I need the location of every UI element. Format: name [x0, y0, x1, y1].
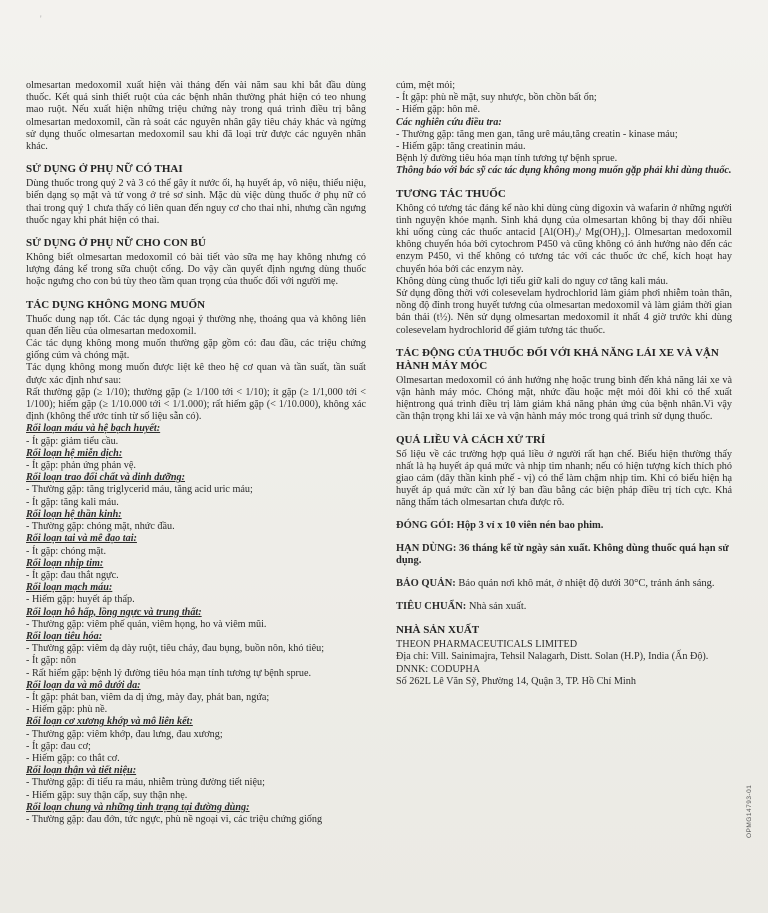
- disorder-line: - Hiếm gặp: huyết áp thấp.: [26, 594, 135, 606]
- disorder-line: - Ít gặp: nôn: [26, 655, 77, 667]
- packaging-value: Hộp 3 vỉ x 10 viên nén bao phim.: [456, 519, 604, 531]
- disorder-line: - Thường gặp: đi tiểu ra máu, nhiễm trùng đường tiết niệu;: [26, 777, 265, 789]
- intro-paragraph: olmesartan medoxomil xuất hiện vài tháng đến vài năm sau khi bắt đầu dùng thuốc. Kết quả sinh thiết ruột của các bệnh nhân thường phát hiện có teo nhung mao ruột. Nếu xuất hiện những triệu chứng này trong quá trình điều trị bằng olmesartan medoxomil, cần rà soát các nguyên nhân gây tiêu chảy khác và ngừng sử dụng thuốc olmesartan medoxomil sau khi đã loại trừ được các nguyên nhân khác.: [26, 80, 366, 153]
- continued-line: cúm, mệt mỏi;: [396, 80, 456, 91]
- disorder-line: - Ít gặp: chóng mặt.: [26, 545, 107, 557]
- manufacturer-address: Địa chỉ: Vill. Sainimajra, Tehsil Nalagarh, Distt. Solan (H.P), India (Ấn Độ).: [396, 651, 709, 663]
- investigations-heading: Các nghiên cứu điều tra:: [396, 116, 502, 128]
- disorder-list: [26, 423, 366, 826]
- disorder-heading: Rối loạn tai và mê đạo tai:: [26, 533, 137, 545]
- overdose-heading: QUÁ LIỀU VÀ CÁCH XỬ TRÍ: [396, 433, 546, 446]
- interactions-p2: Không dùng cùng thuốc lợi tiểu giữ kali do nguy cơ tăng kali máu.: [396, 275, 669, 287]
- disorder-heading: Rối loạn da và mô dưới da:: [26, 679, 141, 691]
- disorder-line: - Ít gặp: đau thắt ngực.: [26, 569, 119, 581]
- expiry-value: 36 tháng kể từ ngày sản xuất. Không dùng thuốc quá hạn sử dụng.: [396, 542, 729, 567]
- disorder-line: - Thường gặp: viêm dạ dày ruột, tiêu chảy, đau bụng, buồn nôn, khó tiêu;: [26, 643, 325, 655]
- right-column: [396, 80, 732, 688]
- disorder-heading: Rối loạn trao đổi chất và dinh dưỡng:: [26, 472, 186, 484]
- overdose-text: Số liệu về các trường hợp quá liều ở người rất hạn chế. Biểu hiện thường thấy nhất là hạ huyết áp quá mức và nhịp tim nhanh; nếu có hiện tượng kích thích phó giao cảm (dây thần kinh phế - vị) có thể làm chậm nhịp tim. Khi có biểu hiện hạ huyết áp quá mức cần xử lý ban đầu bằng các biện pháp điều trị tích cực. Khả năng thẩm tách olmesartan chưa được rõ.: [396, 448, 732, 509]
- disorder-heading: Rối loạn mạch máu:: [26, 582, 113, 594]
- disorder-heading: Rối loạn hệ miễn dịch:: [26, 447, 123, 459]
- left-column: [26, 80, 366, 826]
- storage-label: BẢO QUẢN:: [396, 578, 456, 590]
- disorder-heading: Rối loạn chung và những tình trạng tại đường dùng:: [26, 801, 250, 813]
- disorder-line: - Ít gặp: tăng kali máu.: [26, 496, 119, 508]
- continued-line: - Ít gặp: phù nề mặt, suy nhược, bồn chồn bất ổn;: [396, 92, 597, 104]
- disorder-line: - Ít gặp: phản ứng phản vệ.: [26, 460, 136, 472]
- packaging: [396, 520, 732, 533]
- disorder-line: - Ít gặp: phát ban, viêm da dị ứng, mày đay, phát ban, ngứa;: [26, 691, 270, 703]
- standard-label: TIÊU CHUẨN:: [396, 601, 467, 613]
- disorder-heading: Rối loạn hệ thần kinh:: [26, 508, 122, 520]
- adverse-effects-heading: TÁC DỤNG KHÔNG MONG MUỐN: [26, 298, 206, 311]
- disorder-heading: Rối loạn cơ xương khớp và mô liên kết:: [26, 716, 193, 728]
- manufacturer-name: THEON PHARMACEUTICALS LIMITED: [396, 639, 578, 651]
- storage: [396, 578, 732, 591]
- print-code: OPMG14793-01: [746, 784, 753, 838]
- expiry: [396, 543, 732, 568]
- disorder-line: - Hiếm gặp: phù nề.: [26, 704, 108, 716]
- adverse-effects-p1: Thuốc dung nạp tốt. Các tác dụng ngoại ý thường nhẹ, thoáng qua và không liên quan đến liều của olmesartan medoxomil.: [26, 313, 366, 337]
- frequency-definitions: Rất thường gặp (≥ 1/10); thường gặp (≥ 1/100 tới < 1/10); ít gặp (≥ 1/1,000 tới < 1/100); hiếm gặp (≥ 1/10.000 tới < 1/1.000); rất hiếm gặp (< 1/10.000), không xác định (không thể ước tính từ số liệu sẵn có).: [26, 386, 366, 423]
- disorder-line: - Ít gặp: đau cơ;: [26, 740, 91, 752]
- disorder-heading: Rối loạn máu và hệ bạch huyết:: [26, 423, 161, 435]
- pregnancy-text: Dùng thuốc trong quý 2 và 3 có thể gây ít nước ối, hạ huyết áp, vô niệu, thiểu niệu, biến dạng sọ mặt và tử vong ở trẻ sơ sinh. Mặc dù việc dùng thuốc ở phụ nữ có thai trong quý 1 chưa thấy có liên quan đến nguy cơ cho thai nhi, nhưng cần ngưng thuốc ngay khi phát hiện có thai.: [26, 178, 366, 226]
- disorder-line: - Thường gặp: tăng triglycerid máu, tăng acid uric máu;: [26, 484, 253, 496]
- pregnancy-heading: SỬ DỤNG Ở PHỤ NỮ CÓ THAI: [26, 163, 183, 176]
- disorder-line: - Rất hiếm gặp: bệnh lý đường tiêu hóa mạn tính tương tự bệnh sprue.: [26, 667, 312, 679]
- distributor-address: Số 262L Lê Văn Sỹ, Phường 14, Quận 3, TP. Hồ Chí Minh: [396, 675, 636, 687]
- disorder-line: - Hiếm gặp: suy thận cấp, suy thận nhẹ.: [26, 789, 188, 801]
- disorder-heading: Rối loạn hô hấp, lồng ngực và trung thất:: [26, 606, 202, 618]
- lactation-heading: SỬ DỤNG Ở PHỤ NỮ CHO CON BÚ: [26, 237, 206, 250]
- manufacturer-heading: NHÀ SẢN XUẤT: [396, 624, 480, 637]
- disorder-line: - Thường gặp: chóng mặt, nhức đầu.: [26, 521, 175, 533]
- expiry-label: HẠN DÙNG:: [396, 542, 457, 554]
- adverse-effects-p3: Tác dụng không mong muốn được liệt kê theo hệ cơ quan và tần suất, tần suất được xác định như sau:: [26, 362, 366, 386]
- driving-text: Olmesartan medoxomil có ảnh hưởng nhẹ hoặc trung bình đến khả năng lái xe và vận hành máy móc. Chóng mặt, nhức đầu hoặc mệt mỏi đôi khi có thể xuất hiệntrong quá trình điều trị làm giảm khả năng phản ứng của bệnh nhân.Vì vậy cần thận trọng khi lái xe và vận hành máy móc trong quá trình sử dụng thuốc.: [396, 374, 732, 423]
- disorder-line: - Thường gặp: viêm khớp, đau lưng, đau xương;: [26, 728, 223, 740]
- disorder-heading: Rối loạn thận và tiết niệu:: [26, 765, 137, 777]
- lactation-text: Không biết olmesartan medoxomil có bài tiết vào sữa mẹ hay không nhưng có lượng đáng kể trong sữa chuột cống. Do vậy cần quyết định ngưng dùng thuốc hoặc ngưng cho con bú tùy theo tầm quan trọng của thuốc đối với người mẹ.: [26, 252, 366, 288]
- corner-mark: ': [40, 14, 42, 24]
- disorder-line: - Hiếm gặp: co thắt cơ.: [26, 752, 120, 764]
- disorder-heading: Rối loạn tiêu hóa:: [26, 630, 103, 642]
- disorder-line: - Thường gặp: đau đớn, tức ngực, phù nề ngoại vi, các triệu chứng giống: [26, 813, 323, 825]
- continued-line: - Hiếm gặp: hôn mê.: [396, 104, 481, 116]
- standard-value: Nhà sản xuất.: [468, 601, 527, 613]
- interactions-heading: TƯƠNG TÁC THUỐC: [396, 187, 506, 200]
- disorder-heading: Rối loạn nhịp tim:: [26, 557, 104, 569]
- interactions-p1: Không có tương tác đáng kể nào khi dùng cùng digoxin và wafarin ở những người tình nguyện khỏe mạnh. Sinh khả dụng của olmesartan không bị thay đổi nhiều khi uống cùng các thuốc antacid [Al(OH)₃/ Mg(OH)₂]. Olmesartan medoxomil không chuyển hóa bởi cytochrom P450 và cũng không có ảnh hưởng nào đến các enzym P450, vì thế không có tương tác với các thuốc ức chế, kích hoạt hay chuyển hóa bởi các enzym này.: [396, 202, 732, 275]
- investigations-line: - Thường gặp: tăng men gan, tăng urê máu,tăng creatin - kinase máu;: [396, 128, 678, 140]
- disorder-line: - Thường gặp: viêm phế quản, viêm họng, ho và viêm mũi.: [26, 618, 267, 630]
- driving-heading: TÁC ĐỘNG CỦA THUỐC ĐỐI VỚI KHẢ NĂNG LÁI XE VÀ VẬN HÀNH MÁY MÓC: [396, 346, 719, 372]
- investigations-line: - Hiếm gặp: tăng creatinin máu.: [396, 141, 526, 153]
- report-notice: Thông báo với bác sỹ các tác dụng không mong muốn gặp phải khi dùng thuốc.: [396, 165, 732, 177]
- adverse-effects-p2: Các tác dụng không mong muốn thường gặp gồm có: đau đầu, các triệu chứng giống cúm và chóng mặt.: [26, 338, 366, 362]
- investigations-line: Bệnh lý đường tiêu hóa mạn tính tương tự bệnh sprue.: [396, 153, 618, 165]
- interactions-p3: Sử dụng đồng thời với colesevelam hydrochlorid làm giảm phơi nhiễm toàn thân, nồng độ đỉnh trong huyết tương của olmesartan medoxomil và làm giảm thời gian bán thải (t½). Nên sử dụng olmesartan medoxomil ít nhất 4 giờ trước khi dùng colesevelam hydrochlorid để giảm tương tác thuốc.: [396, 288, 732, 336]
- packaging-label: ĐÓNG GÓI:: [396, 519, 455, 531]
- standard: [396, 601, 732, 614]
- storage-value: Bảo quản nơi khô mát, ở nhiệt độ dưới 30°C, tránh ánh sáng.: [458, 578, 715, 590]
- distributor-name: DNNK: CODUPHA: [396, 663, 481, 675]
- disorder-line: - Ít gặp: giảm tiểu cầu.: [26, 435, 119, 447]
